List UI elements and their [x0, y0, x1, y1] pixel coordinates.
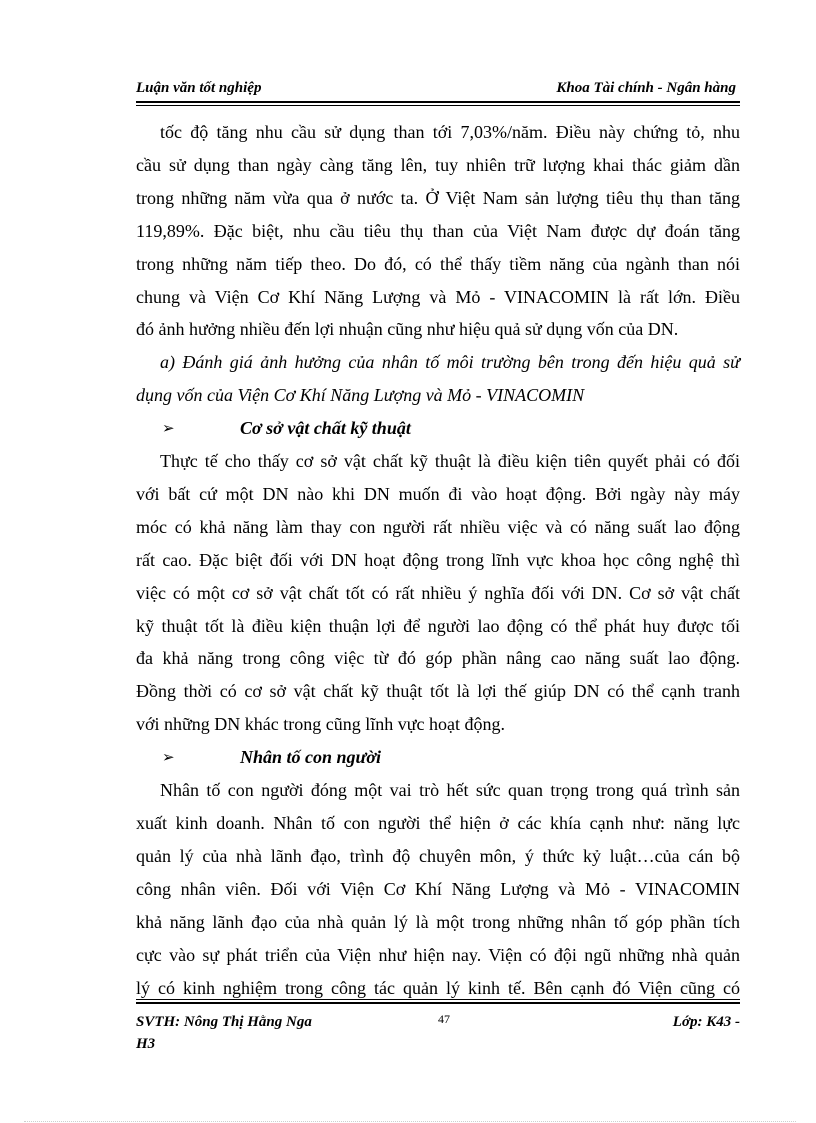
text-line: đó ảnh hưởng nhiều đến lợi nhuận cũng như hiệu quả sử dụng vốn của DN. [136, 319, 679, 340]
text-line: lý có kinh nghiệm trong công tác quản lý kinh tế. Bên cạnh đó Viện cũng có [136, 977, 740, 998]
text-line: kỹ thuật tốt là điều kiện thuận lợi để người lao động có thể phát huy được tối [136, 615, 740, 636]
page-body [136, 116, 740, 1004]
page-header [136, 80, 736, 100]
header-thesis-label: Luận văn tốt nghiệp [136, 80, 262, 96]
text-line: đa khả năng trong công việc từ đó góp phần nâng cao năng suất lao động. [136, 648, 740, 669]
text-line: cực vào sự phát triển của Viện như hiện nay. Viện có đội ngũ những nhà quản [136, 944, 740, 965]
page-bottom-edge [24, 1121, 796, 1122]
student-name-suffix: H3 [136, 1036, 156, 1052]
text-line: với những DN khác trong cũng lĩnh vực hoạt động. [136, 714, 505, 735]
text-line: việc có một cơ sở vật chất tốt có rất nhiều ý nghĩa đối với DN. Cơ sở vật chất [136, 582, 740, 603]
header-rule [136, 101, 740, 106]
text-line: Đồng thời có cơ sở vật chất kỹ thuật tốt là lợi thế giúp DN có thể cạnh tranh [136, 681, 740, 702]
text-line: dụng vốn của Viện Cơ Khí Năng Lượng và Mỏ - VINACOMIN [136, 385, 585, 406]
text-line: Nhân tố con người đóng một vai trò hết sức quan trọng trong quá trình sản [160, 780, 740, 801]
text-line: quản lý của nhà lãnh đạo, trình độ chuyên môn, ý thức kỷ luật…của cán bộ [136, 845, 740, 866]
paragraph-facilities [136, 445, 740, 741]
subheading-human-factor-text: Nhân tố con người [240, 747, 381, 768]
footer-rule [136, 999, 740, 1004]
subheading-facilities [136, 412, 740, 445]
text-line: chung và Viện Cơ Khí Năng Lượng và Mỏ - VINACOMIN là rất lớn. Điều [136, 286, 740, 307]
class-label: Lớp: K43 - [672, 1014, 740, 1030]
text-line: rất cao. Đặc biệt đối với DN hoạt động trong lĩnh vực khoa học công nghệ thì [136, 549, 740, 570]
header-faculty-label: Khoa Tài chính - Ngân hàng [556, 80, 736, 96]
student-name-line: SVTH: Nông Thị Hằng Nga [136, 1014, 312, 1030]
text-line: với bất cứ một DN nào khi DN muốn đi vào hoạt động. Bởi ngày này máy [136, 483, 740, 504]
text-line: công nhân viên. Đối với Viện Cơ Khí Năng Lượng và Mỏ - VINACOMIN [136, 878, 740, 899]
text-line: a) Đánh giá ảnh hưởng của nhân tố môi trường bên trong đến hiệu quả sử [160, 352, 740, 373]
page-number: 47 [438, 1012, 450, 1026]
subheading-facilities-text: Cơ sở vật chất kỹ thuật [240, 418, 411, 439]
text-line: 119,89%. Đặc biệt, nhu cầu tiêu thụ than của Việt Nam được dự đoán tăng [136, 220, 740, 241]
arrow-bullet-icon: ➢ [162, 748, 175, 767]
text-line: khả năng lãnh đạo của nhà quản lý là một trong những nhân tố góp phần tích [136, 911, 740, 932]
paragraph-human-factor [136, 774, 740, 1004]
arrow-bullet-icon: ➢ [162, 419, 175, 438]
section-a-heading [136, 346, 740, 412]
text-line: trong những năm vừa qua ở nước ta. Ở Việt Nam sản lượng tiêu thụ than tăng [136, 187, 740, 208]
text-line: Thực tế cho thấy cơ sở vật chất kỹ thuật là điều kiện tiên quyết phải có đối [160, 451, 740, 472]
subheading-human-factor [136, 741, 740, 774]
paragraph-coal-demand [136, 116, 740, 346]
text-line: tốc độ tăng nhu cầu sử dụng than tới 7,03%/năm. Điều này chứng tỏ, nhu [160, 122, 740, 142]
text-line: cầu sử dụng than ngày càng tăng lên, tuy nhiên trữ lượng khai thác giảm dần [136, 154, 740, 175]
student-name [136, 1011, 356, 1055]
text-line: xuất kinh doanh. Nhân tố con người thể hiện ở các khía cạnh như: năng lực [136, 813, 740, 833]
text-line: trong những năm tiếp theo. Do đó, có thể thấy tiềm năng của ngành than nói [136, 253, 740, 274]
text-line: móc có khả năng làm thay con người rất nhiều việc và có năng suất lao động [136, 516, 740, 537]
